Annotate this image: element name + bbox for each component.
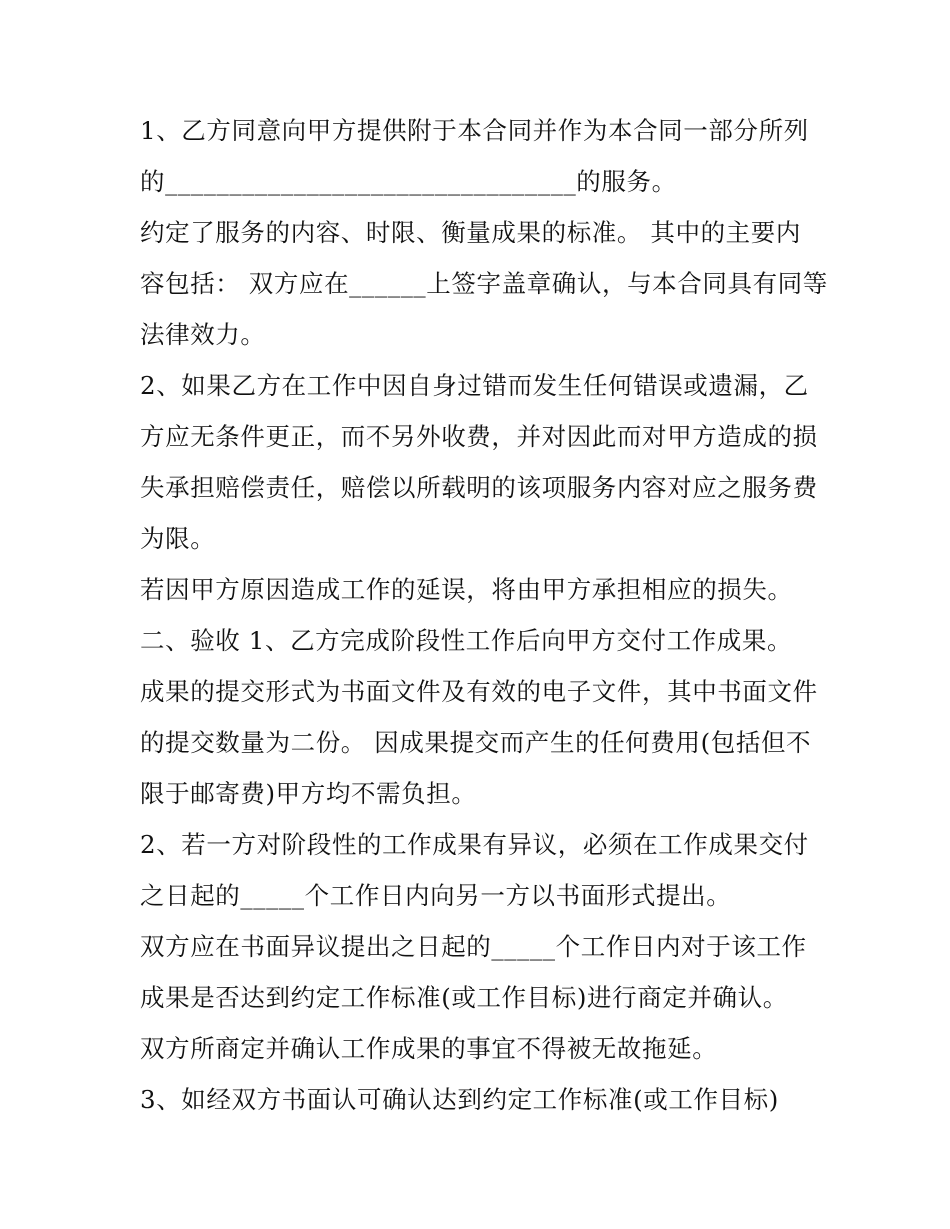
text-line: 失承担赔偿责任，赔偿以所载明的该项服务内容对应之服务费 — [140, 473, 818, 502]
text-line: 的________________________________的服务。 — [140, 167, 677, 196]
text-line: 3、如经双方书面认可确认达到约定工作标准(或工作目标) — [140, 1085, 779, 1114]
text-line: 方应无条件更正，而不另外收费，并对因此而对甲方造成的损 — [140, 422, 818, 451]
text-line: 限于邮寄费)甲方均不需负担。 — [140, 779, 477, 808]
text-line: 成果是否达到约定工作标准(或工作目标)进行商定并确认。 — [140, 983, 788, 1012]
text-line: 约定了服务的内容、时限、衡量成果的标准。 其中的主要内 — [140, 218, 801, 247]
text-line: 2、若一方对阶段性的工作成果有异议，必须在工作成果交付 — [140, 830, 809, 859]
text-line: 1、乙方同意向甲方提供附于本合同并作为本合同一部分所列 — [140, 116, 809, 145]
text-line: 容包括： 双方应在______上签字盖章确认，与本合同具有同等 — [140, 269, 828, 298]
text-line: 二、验收 1、乙方完成阶段性工作后向甲方交付工作成果。 — [140, 626, 793, 655]
text-line: 法律效力。 — [140, 320, 266, 349]
text-line: 为限。 — [140, 524, 216, 553]
contract-text-body — [140, 105, 830, 1125]
text-line: 双方应在书面异议提出之日起的_____个工作日内对于该工作 — [140, 932, 807, 961]
text-line: 成果的提交形式为书面文件及有效的电子文件，其中书面文件 — [140, 677, 818, 706]
text-line: 之日起的_____个工作日内向另一方以书面形式提出。 — [140, 881, 732, 910]
text-line: 双方所商定并确认工作成果的事宜不得被无故拖延。 — [140, 1034, 718, 1063]
text-line: 若因甲方原因造成工作的延误，将由甲方承担相应的损失。 — [140, 575, 793, 604]
text-line: 2、如果乙方在工作中因自身过错而发生任何错误或遗漏，乙 — [140, 371, 809, 400]
text-line: 的提交数量为二份。 因成果提交而产生的任何费用(包括但不 — [140, 728, 812, 757]
